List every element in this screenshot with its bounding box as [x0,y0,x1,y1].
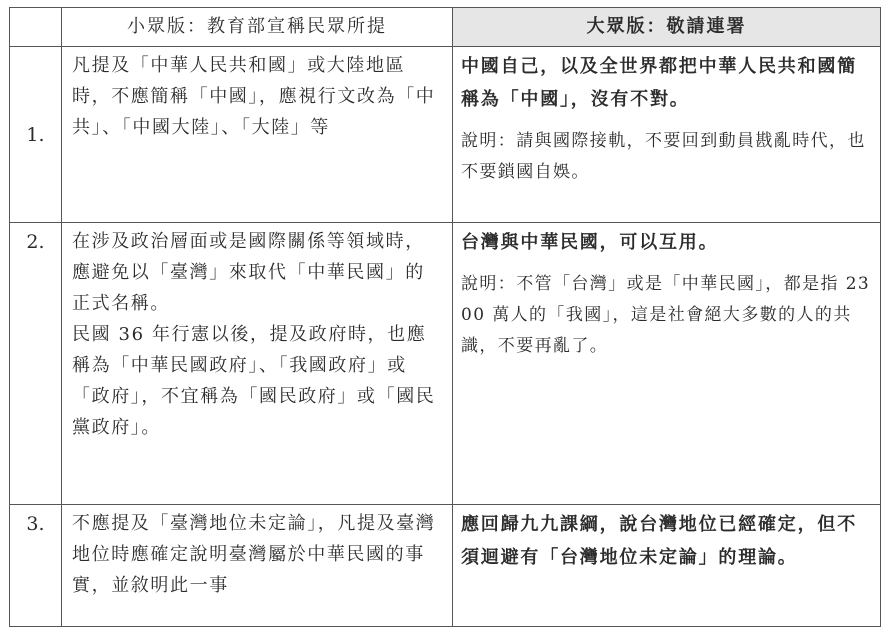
small-version-paragraph: 在涉及政治層面或是國際關係等領域時，應避免以「臺灣」來取代「中華民國」的正式名稱。 [72,231,425,314]
big-version-statement: 應回歸九九課綱，說台灣地位已經確定，但不須迴避有「台灣地位未定論」的理論。 [461,514,857,568]
big-version-cell [453,223,881,505]
row-number: 2. [10,223,62,505]
header-small-version: 小眾版：教育部宣稱民眾所提 [62,8,453,47]
header-big-version: 大眾版：敬請連署 [453,8,881,47]
big-version-statement: 台灣與中華民國，可以互用。 [461,232,719,253]
small-version-cell [62,505,453,627]
big-version-cell [453,505,881,627]
comparison-table [9,7,881,627]
small-version-paragraph: 不應提及「臺灣地位未定論」，凡提及臺灣地位時應確定說明臺灣屬於中華民國的事實，並敘明此一事 [72,513,436,596]
row-number: 1. [10,47,62,223]
row-number: 3. [10,505,62,627]
big-version-statement: 中國自己，以及全世界都把中華人民共和國簡稱為「中國」，沒有不對。 [461,56,857,110]
small-version-paragraph: 凡提及「中華人民共和國」或大陸地區時，不應簡稱「中國」，應視行文改為「中共」、「中國大陸」、「大陸」等 [72,55,436,138]
table-row [10,47,881,223]
big-version-explanation: 說明：不管「台灣」或是「中華民國」，都是指 2300 萬人的「我國」，這是社會絕大多數的人的共識，不要再亂了。 [461,274,871,356]
small-version-cell [62,47,453,223]
header-number-cell [10,8,62,47]
small-version-paragraph: 民國 36 年行憲以後，提及政府時，也應稱為「中華民國政府」、「我國政府」或「政府」，不宜稱為「國民政府」或「國民黨政府」。 [72,324,436,438]
table-row [10,223,881,505]
table-row [10,505,881,627]
big-version-cell [453,47,881,223]
big-version-explanation: 說明：請與國際接軌，不要回到動員戡亂時代，也不要鎖國自娛。 [461,131,866,182]
small-version-cell [62,223,453,505]
header-row [10,8,881,47]
